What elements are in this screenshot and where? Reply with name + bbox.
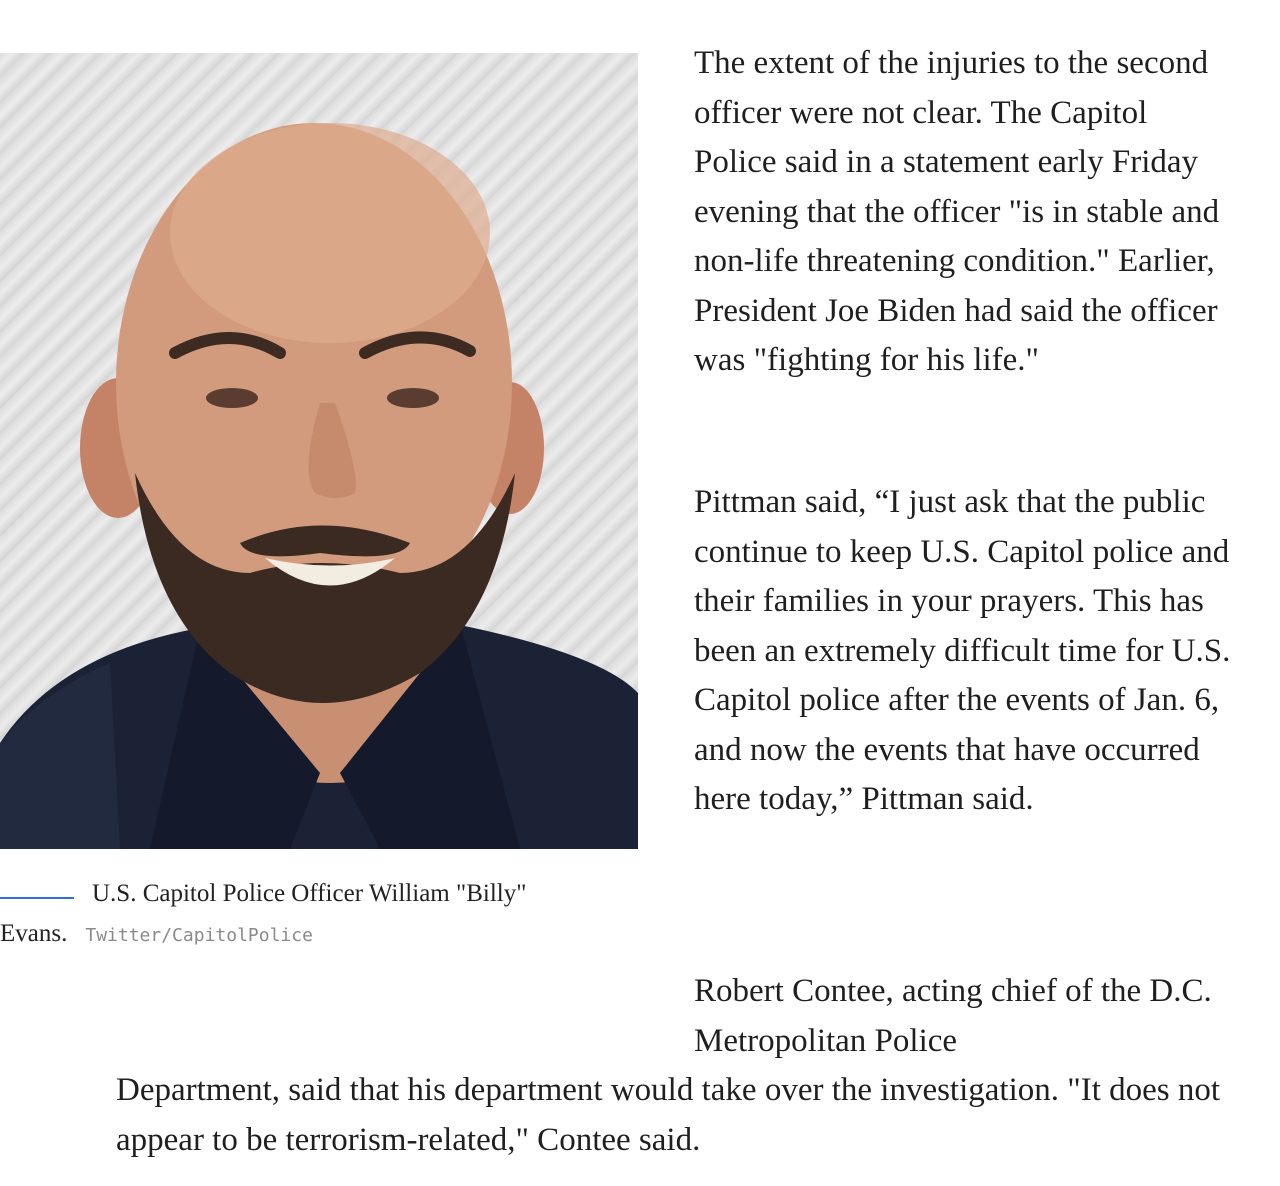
article-paragraph-1: The extent of the injuries to the second officer were not clear. The Capitol Police said in a statement early Friday evening that the officer "is in stable and non-life threatening condition." Earlier, President Joe Biden had said the officer was "fighting for his life." (694, 45, 1220, 378)
caption-text: U.S. Capitol Police Officer William "Billy" Evans. (0, 880, 527, 947)
officer-photo (0, 53, 638, 849)
article-paragraph-3-start: Robert Contee, acting chief of the D.C. Metropolitan Police (694, 973, 1212, 1059)
officer-portrait-illustration (0, 53, 638, 849)
photo-caption (0, 874, 600, 956)
photo-credit: Twitter/CapitolPolice (85, 925, 313, 946)
article-paragraph-3-end: Department, said that his department would take over the investigation. "It does not appear to be terrorism-related," Contee said. (116, 1072, 1221, 1158)
article-paragraph-2: Pittman said, “I just ask that the public continue to keep U.S. Capitol police and their families in your prayers. This has been an extremely difficult time for U.S. Capitol police after the events of Jan. 6, and now the events that have occurred here today,” Pittman said. (694, 484, 1231, 817)
